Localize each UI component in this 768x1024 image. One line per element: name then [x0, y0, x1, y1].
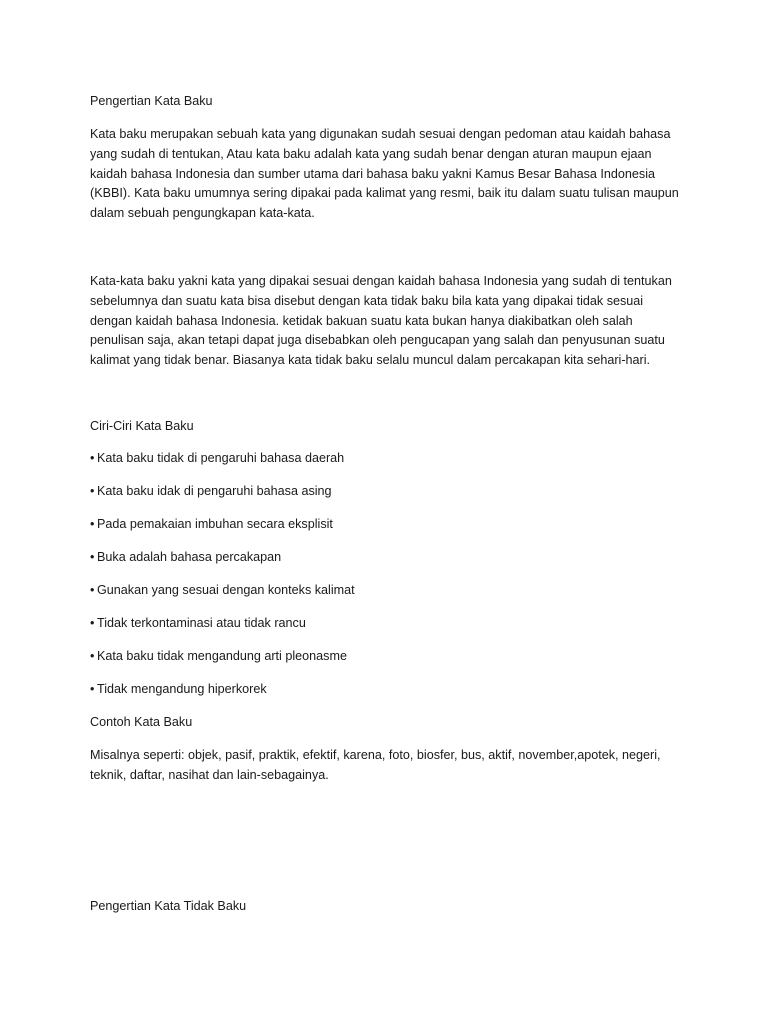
list-item	[90, 581, 355, 601]
bullet-icon: •	[90, 484, 95, 498]
paragraph-explanation: Kata-kata baku yakni kata yang dipakai sesuai dengan kaidah bahasa Indonesia yang sudah di tentukan sebelumnya dan suatu kata bisa disebut dengan kata tidak baku bila kata yang dipakai tidak sesuai dengan kaidah bahasa Indonesia. ketidak bakuan suatu kata bukan hanya diakibatkan oleh salah penulisan saja, akan tetapi dapat juga disebabkan oleh pengucapan yang salah dan penyusunan suatu kalimat yang tidak benar. Biasanya kata tidak baku selalu muncul dalam percakapan kita sehari-hari.	[90, 274, 672, 368]
list-item	[90, 548, 281, 568]
list-item-text: Pada pemakaian imbuhan secara eksplisit	[97, 517, 333, 531]
list-item-text: Kata baku idak di pengaruhi bahasa asing	[97, 484, 332, 498]
section-heading-contoh: Contoh Kata Baku	[90, 715, 193, 729]
list-item	[90, 680, 267, 700]
paragraph-definition: Kata baku merupakan sebuah kata yang digunakan sudah sesuai dengan pedoman atau kaidah bahasa yang sudah di tentukan, Atau kata baku adalah kata yang sudah benar dengan aturan maupun ejaan kaidah bahasa Indonesia dan sumber utama dari bahasa baku yakni Kamus Besar Bahasa Indonesia (KBBI). Kata baku umumnya sering dipakai pada kalimat yang resmi, baik itu dalam suatu tulisan maupun dalam sebuah pengungkapan kata-kata.	[90, 127, 679, 221]
section-heading-pengertian-kata-baku: Pengertian Kata Baku	[90, 94, 213, 108]
bullet-icon: •	[90, 649, 95, 663]
list-item	[90, 482, 332, 502]
bullet-icon: •	[90, 616, 95, 630]
list-item-text: Kata baku tidak mengandung arti pleonasme	[97, 649, 347, 663]
bullet-icon: •	[90, 550, 95, 564]
paragraph-examples: Misalnya seperti: objek, pasif, praktik, efektif, karena, foto, biosfer, bus, aktif, november,apotek, negeri, teknik, daftar, nasihat dan lain-sebagainya.	[90, 748, 661, 782]
section-heading-pengertian-kata-tidak-baku: Pengertian Kata Tidak Baku	[90, 899, 247, 913]
list-item-text: Tidak mengandung hiperkorek	[97, 682, 267, 696]
list-item-text: Buka adalah bahasa percakapan	[97, 550, 282, 564]
bullet-icon: •	[90, 517, 95, 531]
list-item	[90, 647, 347, 667]
list-item-text: Kata baku tidak di pengaruhi bahasa daerah	[97, 451, 345, 465]
bullet-icon: •	[90, 451, 95, 465]
section-heading-ciri-ciri: Ciri-Ciri Kata Baku	[90, 419, 194, 433]
bullet-icon: •	[90, 682, 95, 696]
list-item	[90, 449, 344, 469]
list-item	[90, 614, 306, 634]
list-item-text: Gunakan yang sesuai dengan konteks kalimat	[97, 583, 355, 597]
list-item-text: Tidak terkontaminasi atau tidak rancu	[97, 616, 306, 630]
list-item	[90, 515, 333, 535]
bullet-icon: •	[90, 583, 95, 597]
